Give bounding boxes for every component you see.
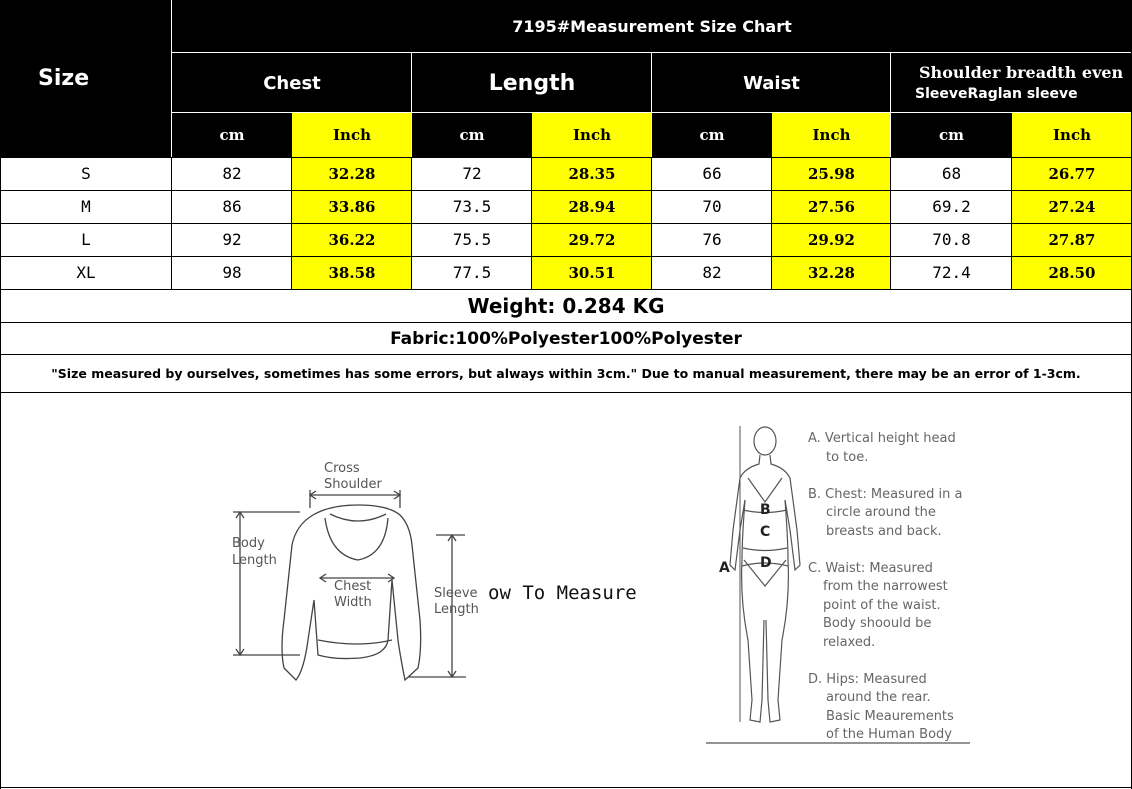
chest-group-label: Chest [263, 72, 321, 94]
cell-value: 28.94 [568, 197, 616, 216]
unit-inch-length [532, 113, 652, 157]
cell-value: 70.8 [932, 230, 971, 249]
title-cell [172, 0, 1132, 53]
shoulder-group-label-line1: Shoulder breadth even [919, 63, 1124, 82]
unit-cm-label: cm [459, 126, 485, 144]
cell-value: 26.77 [1048, 164, 1096, 183]
table-cell-inch [532, 223, 652, 256]
cell-value: 32.28 [328, 164, 376, 183]
note-b-line: B. Chest: Measured in a [808, 487, 963, 502]
fabric-row [1, 323, 1131, 354]
table-row-size [0, 157, 172, 190]
weight-row [1, 290, 1131, 322]
cell-value: 82 [222, 164, 242, 183]
table-cell-inch [532, 157, 652, 190]
measure-illustration [0, 393, 1132, 787]
cell-value: 98 [222, 263, 242, 282]
waist-group-header [652, 53, 891, 113]
cell-value: 27.24 [1048, 197, 1096, 216]
table-cell-cm [891, 190, 1012, 223]
table-row-size [0, 190, 172, 223]
table-cell-inch [772, 190, 891, 223]
note-b-line: breasts and back. [826, 524, 942, 539]
marker-a: A [719, 560, 730, 576]
note-c-line: relaxed. [823, 635, 876, 650]
unit-cm-label: cm [219, 126, 245, 144]
sleeve-length-label-1: Sleeve [434, 586, 478, 601]
length-group-label: Length [488, 70, 576, 96]
note-c-line: point of the waist. [823, 598, 941, 613]
unit-cm-label: cm [938, 126, 964, 144]
cell-value: 86 [222, 197, 242, 216]
unit-cm-label: cm [699, 126, 725, 144]
marker-c: C [760, 524, 771, 540]
cross-shoulder-label-1: Cross [324, 461, 360, 476]
note-a-line: to toe. [826, 450, 869, 465]
table-cell-inch [292, 256, 412, 289]
body-notes [808, 431, 962, 742]
cell-value: 36.22 [328, 230, 376, 249]
note-c-line: C. Waist: Measured [808, 561, 933, 576]
table-cell-inch [292, 223, 412, 256]
note-d-line: Basic Meaurements [826, 709, 954, 724]
table-cell-cm [891, 157, 1012, 190]
table-cell-inch [1012, 223, 1132, 256]
cell-value: 32.28 [808, 263, 855, 282]
waist-group-label: Waist [743, 72, 800, 94]
cell-value: 33.86 [328, 197, 376, 216]
length-group-header [412, 53, 652, 113]
marker-b: B [760, 502, 771, 518]
table-cell-cm [172, 256, 292, 289]
table-cell-cm [172, 223, 292, 256]
cell-value: 76 [702, 230, 722, 249]
cross-shoulder-label-2: Shoulder [324, 477, 382, 492]
note-text: "Size measured by ourselves, sometimes has some errors, but always within 3cm." Due to manual measurement, there may be an error of 1-3cm. [51, 366, 1081, 381]
table-cell-cm [652, 190, 772, 223]
note-c-line: from the narrowest [823, 579, 948, 594]
unit-cm-length [412, 113, 532, 157]
chest-group-header [172, 53, 412, 113]
cell-value: 72 [462, 164, 482, 183]
shoulder-group-header [891, 53, 1132, 113]
cell-value: 28.50 [1048, 263, 1096, 282]
table-cell-inch [1012, 157, 1132, 190]
unit-inch-waist [772, 113, 891, 157]
cell-value: 25.98 [808, 164, 855, 183]
table-cell-inch [772, 157, 891, 190]
row-size-label: L [81, 230, 91, 249]
table-cell-cm [652, 157, 772, 190]
table-cell-inch [772, 256, 891, 289]
table-cell-cm [172, 157, 292, 190]
unit-inch-label: Inch [1053, 126, 1091, 144]
table-cell-inch [1012, 190, 1132, 223]
chart-title: 7195#Measurement Size Chart [512, 17, 792, 36]
note-d-line: around the rear. [826, 690, 931, 705]
cell-value: 66 [702, 164, 722, 183]
cell-value: 38.58 [328, 263, 376, 282]
table-cell-cm [412, 223, 532, 256]
unit-cm-shoulder [891, 113, 1012, 157]
size-header-label: Size [38, 66, 90, 91]
table-cell-cm [172, 190, 292, 223]
note-row [1, 355, 1131, 392]
unit-cm-chest [172, 113, 292, 157]
table-cell-cm [652, 223, 772, 256]
table-cell-cm [412, 190, 532, 223]
cell-value: 82 [702, 263, 722, 282]
note-a-line: A. Vertical height head [808, 431, 956, 446]
row-size-label: S [81, 164, 91, 183]
cell-value: 30.51 [568, 263, 616, 282]
unit-inch-label: Inch [333, 126, 371, 144]
row-size-label: XL [76, 263, 96, 282]
marker-d: D [760, 555, 772, 571]
table-cell-inch [772, 223, 891, 256]
shoulder-group-label-line2: SleeveRaglan sleeve [915, 86, 1078, 102]
unit-inch-chest [292, 113, 412, 157]
row-size-label: M [81, 197, 91, 216]
how-to-measure-caption: ow To Measure [488, 582, 637, 604]
table-row-size [0, 256, 172, 289]
cell-value: 70 [702, 197, 722, 216]
unit-inch-label: Inch [812, 126, 851, 144]
table-cell-inch [532, 256, 652, 289]
cell-value: 29.72 [568, 230, 616, 249]
table-cell-inch [292, 157, 412, 190]
cell-value: 73.5 [452, 197, 492, 216]
note-d-line: of the Human Body [826, 727, 952, 742]
body-length-label-1: Body [232, 536, 265, 551]
table-cell-inch [532, 190, 652, 223]
cell-value: 27.56 [808, 197, 855, 216]
weight-text: Weight: 0.284 KG [467, 294, 665, 318]
cell-value: 69.2 [932, 197, 971, 216]
cell-value: 77.5 [452, 263, 492, 282]
unit-cm-waist [652, 113, 772, 157]
table-row-size [0, 223, 172, 256]
body-length-label-2: Length [232, 553, 277, 568]
cell-value: 72.4 [932, 263, 971, 282]
cell-value: 27.87 [1048, 230, 1096, 249]
cell-value: 68 [941, 164, 962, 183]
cell-value: 29.92 [808, 230, 855, 249]
table-cell-cm [891, 256, 1012, 289]
unit-inch-shoulder [1012, 113, 1132, 157]
sleeve-length-label-2: Length [434, 602, 479, 617]
cell-value: 28.35 [568, 164, 616, 183]
cell-value: 92 [222, 230, 242, 249]
chest-width-label-1: Chest [334, 579, 372, 594]
table-cell-cm [891, 223, 1012, 256]
table-cell-inch [1012, 256, 1132, 289]
chest-width-label-2: Width [334, 595, 372, 610]
note-d-line: D. Hips: Measured [808, 672, 927, 687]
table-cell-cm [412, 256, 532, 289]
cell-value: 75.5 [452, 230, 492, 249]
table-cell-cm [652, 256, 772, 289]
unit-inch-label: Inch [573, 126, 611, 144]
table-cell-inch [292, 190, 412, 223]
note-b-line: circle around the [826, 505, 936, 520]
note-c-line: Body shoould be [823, 616, 932, 631]
fabric-text: Fabric:100%Polyester100%Polyester [390, 328, 742, 349]
table-cell-cm [412, 157, 532, 190]
size-header-cell [0, 0, 172, 157]
